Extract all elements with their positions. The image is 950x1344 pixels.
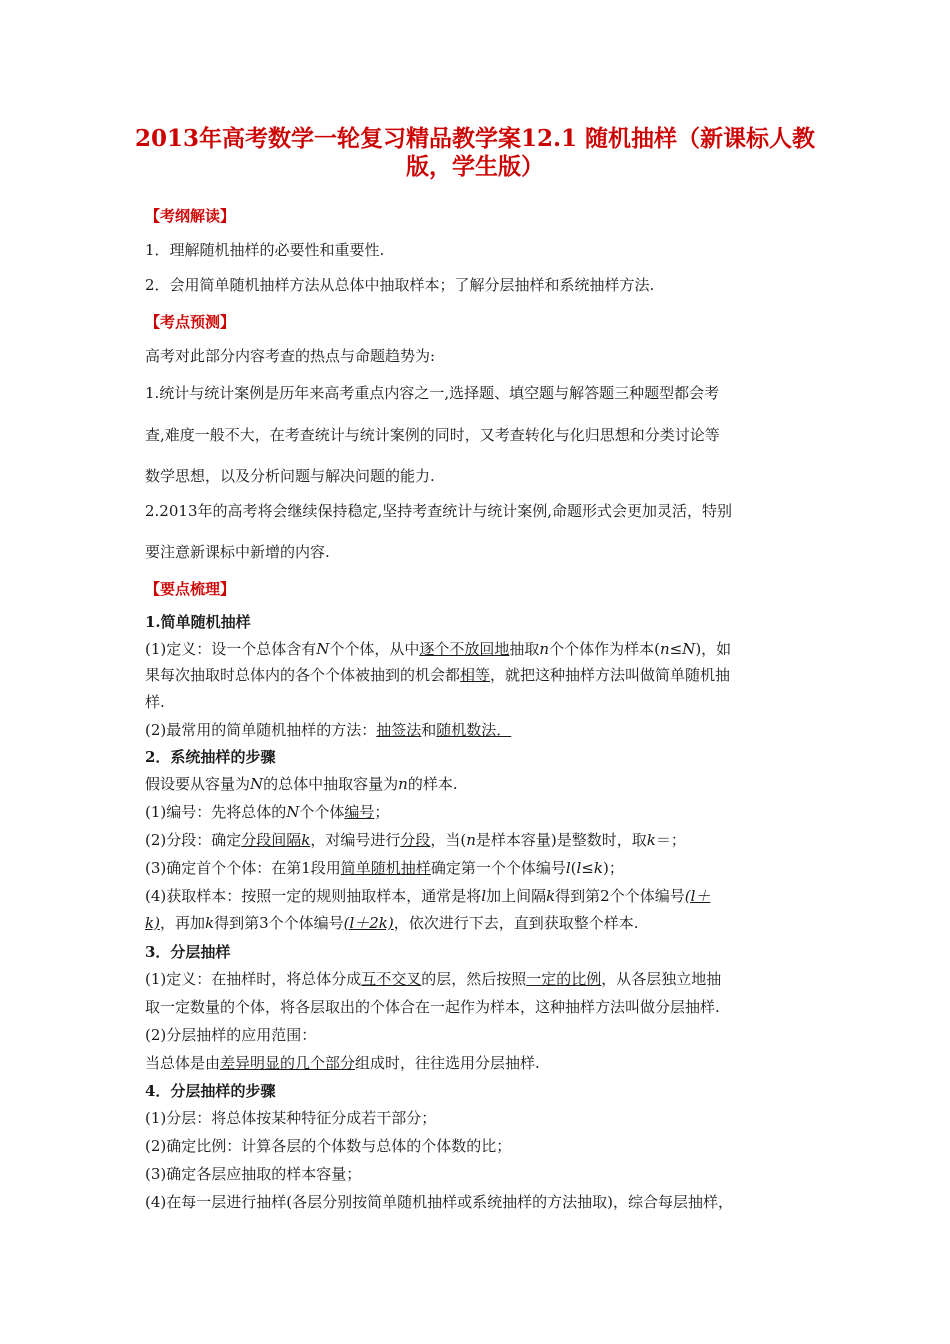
section-yaodian-heading: 【要点梳理】 — [145, 580, 236, 598]
kaodian-p2-line-2: 要注意新课标中新增的内容. — [145, 543, 330, 561]
text: ； — [374, 803, 390, 821]
s4-step-2: (2)确定比例：计算各层的个体数与总体的个体数的比； — [145, 1137, 512, 1155]
text: ( — [570, 859, 577, 877]
var-n: n — [466, 831, 476, 849]
text: 分段间隔 — [241, 831, 302, 849]
s1-def-line-2 — [145, 664, 815, 685]
s1-def-line-1 — [145, 638, 815, 659]
underlined-answer: 相等 — [460, 666, 491, 684]
text: 的层，然后按照 — [421, 970, 527, 988]
var-l: l — [481, 887, 487, 905]
s3-title: 3．分层抽样 — [145, 943, 231, 961]
text: 是样本容量)是整数时，取 — [475, 831, 647, 849]
text: 得到第3个个体编号 — [214, 914, 344, 932]
underlined-answer: (l＋ — [684, 887, 711, 905]
text: 的样本. — [407, 775, 458, 793]
s4-title: 4．分层抽样的步骤 — [145, 1082, 276, 1100]
underlined-answer: 随机数法． — [436, 721, 512, 739]
var-n: n — [539, 640, 550, 658]
s3-scope-detail — [145, 1052, 815, 1073]
underlined-answer: 互不交叉 — [361, 970, 422, 988]
var-k: k — [301, 831, 311, 849]
underlined-answer: 简单随机抽样 — [340, 859, 431, 877]
s2-step-3 — [145, 857, 815, 878]
s4-step-3: (3)确定各层应抽取的样本容量； — [145, 1165, 362, 1183]
s2-step-2 — [145, 829, 815, 850]
text: 果每次抽取时总体内的各个个体被抽到的机会都 — [145, 666, 461, 684]
kaodian-p1-line-1: 1.统计与统计案例是历年来高考重点内容之一,选择题、填空题与解答题三种题型都会考 — [145, 384, 720, 402]
text: 当总体是由 — [145, 1054, 221, 1072]
s4-step-1: (1)分层：将总体按某种特征分成若干部分； — [145, 1109, 437, 1127]
title-line-1: 2013年高考数学一轮复习精品教学案12.1 随机抽样（新课标人教 — [134, 125, 816, 152]
underlined-answer: 抽签法 — [376, 721, 422, 739]
text: 抽取 — [509, 640, 540, 658]
text: 个个体 — [299, 803, 345, 821]
underlined-answer: 差异明显的几个部分 — [220, 1054, 356, 1072]
text: ，再加 — [159, 914, 205, 932]
var-n-le-N: n≤N — [659, 640, 696, 658]
text: )，如 — [695, 640, 732, 658]
underlined-answer: 编号 — [344, 803, 375, 821]
var-l-le-k: l≤k — [576, 859, 603, 877]
text: ，依次进行下去，直到获取整个样本. — [393, 914, 639, 932]
text: 确定第一个个体编号 — [430, 859, 566, 877]
s2-intro — [145, 773, 815, 794]
s3-scope: (2)分层抽样的应用范围： — [145, 1026, 317, 1044]
s3-def-line-1 — [145, 968, 815, 989]
kaodian-p1-line-2: 查,难度一般不大，在考查统计与统计案例的同时，又考查转化与化归思想和分类讨论等 — [145, 426, 720, 444]
text: (4)获取样本：按照一定的规则抽取样本，通常是将 — [145, 887, 482, 905]
text: ，当( — [430, 831, 467, 849]
text: 得到第2个个体编号 — [555, 887, 685, 905]
text: 和 — [421, 721, 437, 739]
s1-def-line-3: 样. — [145, 693, 165, 711]
s2-step-4-line-2 — [145, 912, 815, 933]
underlined-answer: (l＋2k) — [343, 914, 394, 932]
text: (1)定义：在抽样时，将总体分成 — [145, 970, 362, 988]
text: 个个体作为样本( — [549, 640, 660, 658]
title-line-2: 版，学生版） — [406, 153, 544, 180]
var-k: k — [204, 914, 215, 932]
var-l: l — [565, 859, 571, 877]
kaodian-intro: 高考对此部分内容考查的热点与命题趋势为: — [145, 347, 436, 365]
s3-def-line-2: 取一定数量的个体，将各层取出的个体合在一起作为样本，这种抽样方法叫做分层抽样. — [145, 998, 720, 1016]
s1-methods — [145, 719, 815, 740]
text: ，就把这种抽样方法叫做简单随机抽 — [490, 666, 731, 684]
text: 假设要从容量为 — [145, 775, 251, 793]
underlined-answer: k) — [145, 914, 160, 932]
text: (1)定义：设一个总体含有 — [145, 640, 317, 658]
text: ，对编号进行 — [310, 831, 401, 849]
underlined-answer — [241, 831, 310, 849]
section-kaogang-heading: 【考纲解读】 — [145, 207, 236, 225]
text: 加上间隔 — [486, 887, 547, 905]
text: (2)最常用的简单随机抽样的方法： — [145, 721, 377, 739]
var-n: n — [398, 775, 408, 793]
text: ＝； — [655, 831, 686, 849]
var-N: N — [316, 640, 330, 658]
s1-title: 1.简单随机抽样 — [145, 613, 251, 631]
text: 组成时，往往选用分层抽样. — [355, 1054, 540, 1072]
s2-title: 2．系统抽样的步骤 — [145, 748, 276, 766]
section-kaodian-heading: 【考点预测】 — [145, 313, 236, 331]
underlined-answer: 分段 — [400, 831, 431, 849]
text: )； — [602, 859, 624, 877]
text: 的总体中抽取容量为 — [263, 775, 399, 793]
kaodian-p2-line-1: 2.2013年的高考将会继续保持稳定,坚持考查统计与统计案例,命题形式会更加灵活，特别 — [145, 502, 733, 520]
s2-step-4-line-1 — [145, 885, 815, 906]
kaogang-item-2: 2．会用简单随机抽样方法从总体中抽取样本；了解分层抽样和系统抽样方法. — [145, 276, 655, 294]
var-k: k — [646, 831, 656, 849]
text: (3)确定首个个体：在第1段用 — [145, 859, 341, 877]
kaodian-p1-line-3: 数学思想，以及分析问题与解决问题的能力. — [145, 467, 435, 485]
underlined-answer: 一定的比例 — [526, 970, 602, 988]
kaogang-item-1: 1．理解随机抽样的必要性和重要性. — [145, 241, 385, 259]
text: (2)分段：确定 — [145, 831, 242, 849]
text: (1)编号：先将总体的 — [145, 803, 287, 821]
var-N: N — [286, 803, 300, 821]
s2-step-1 — [145, 801, 815, 822]
text: ，从各层独立地抽 — [601, 970, 722, 988]
underlined-answer: 逐个不放回地 — [419, 640, 510, 658]
var-k: k — [546, 887, 556, 905]
text: 个个体，从中 — [329, 640, 420, 658]
var-N: N — [250, 775, 264, 793]
s4-step-4: (4)在每一层进行抽样(各层分别按简单随机抽样或系统抽样的方法抽取)，综合每层抽样， — [145, 1193, 733, 1211]
